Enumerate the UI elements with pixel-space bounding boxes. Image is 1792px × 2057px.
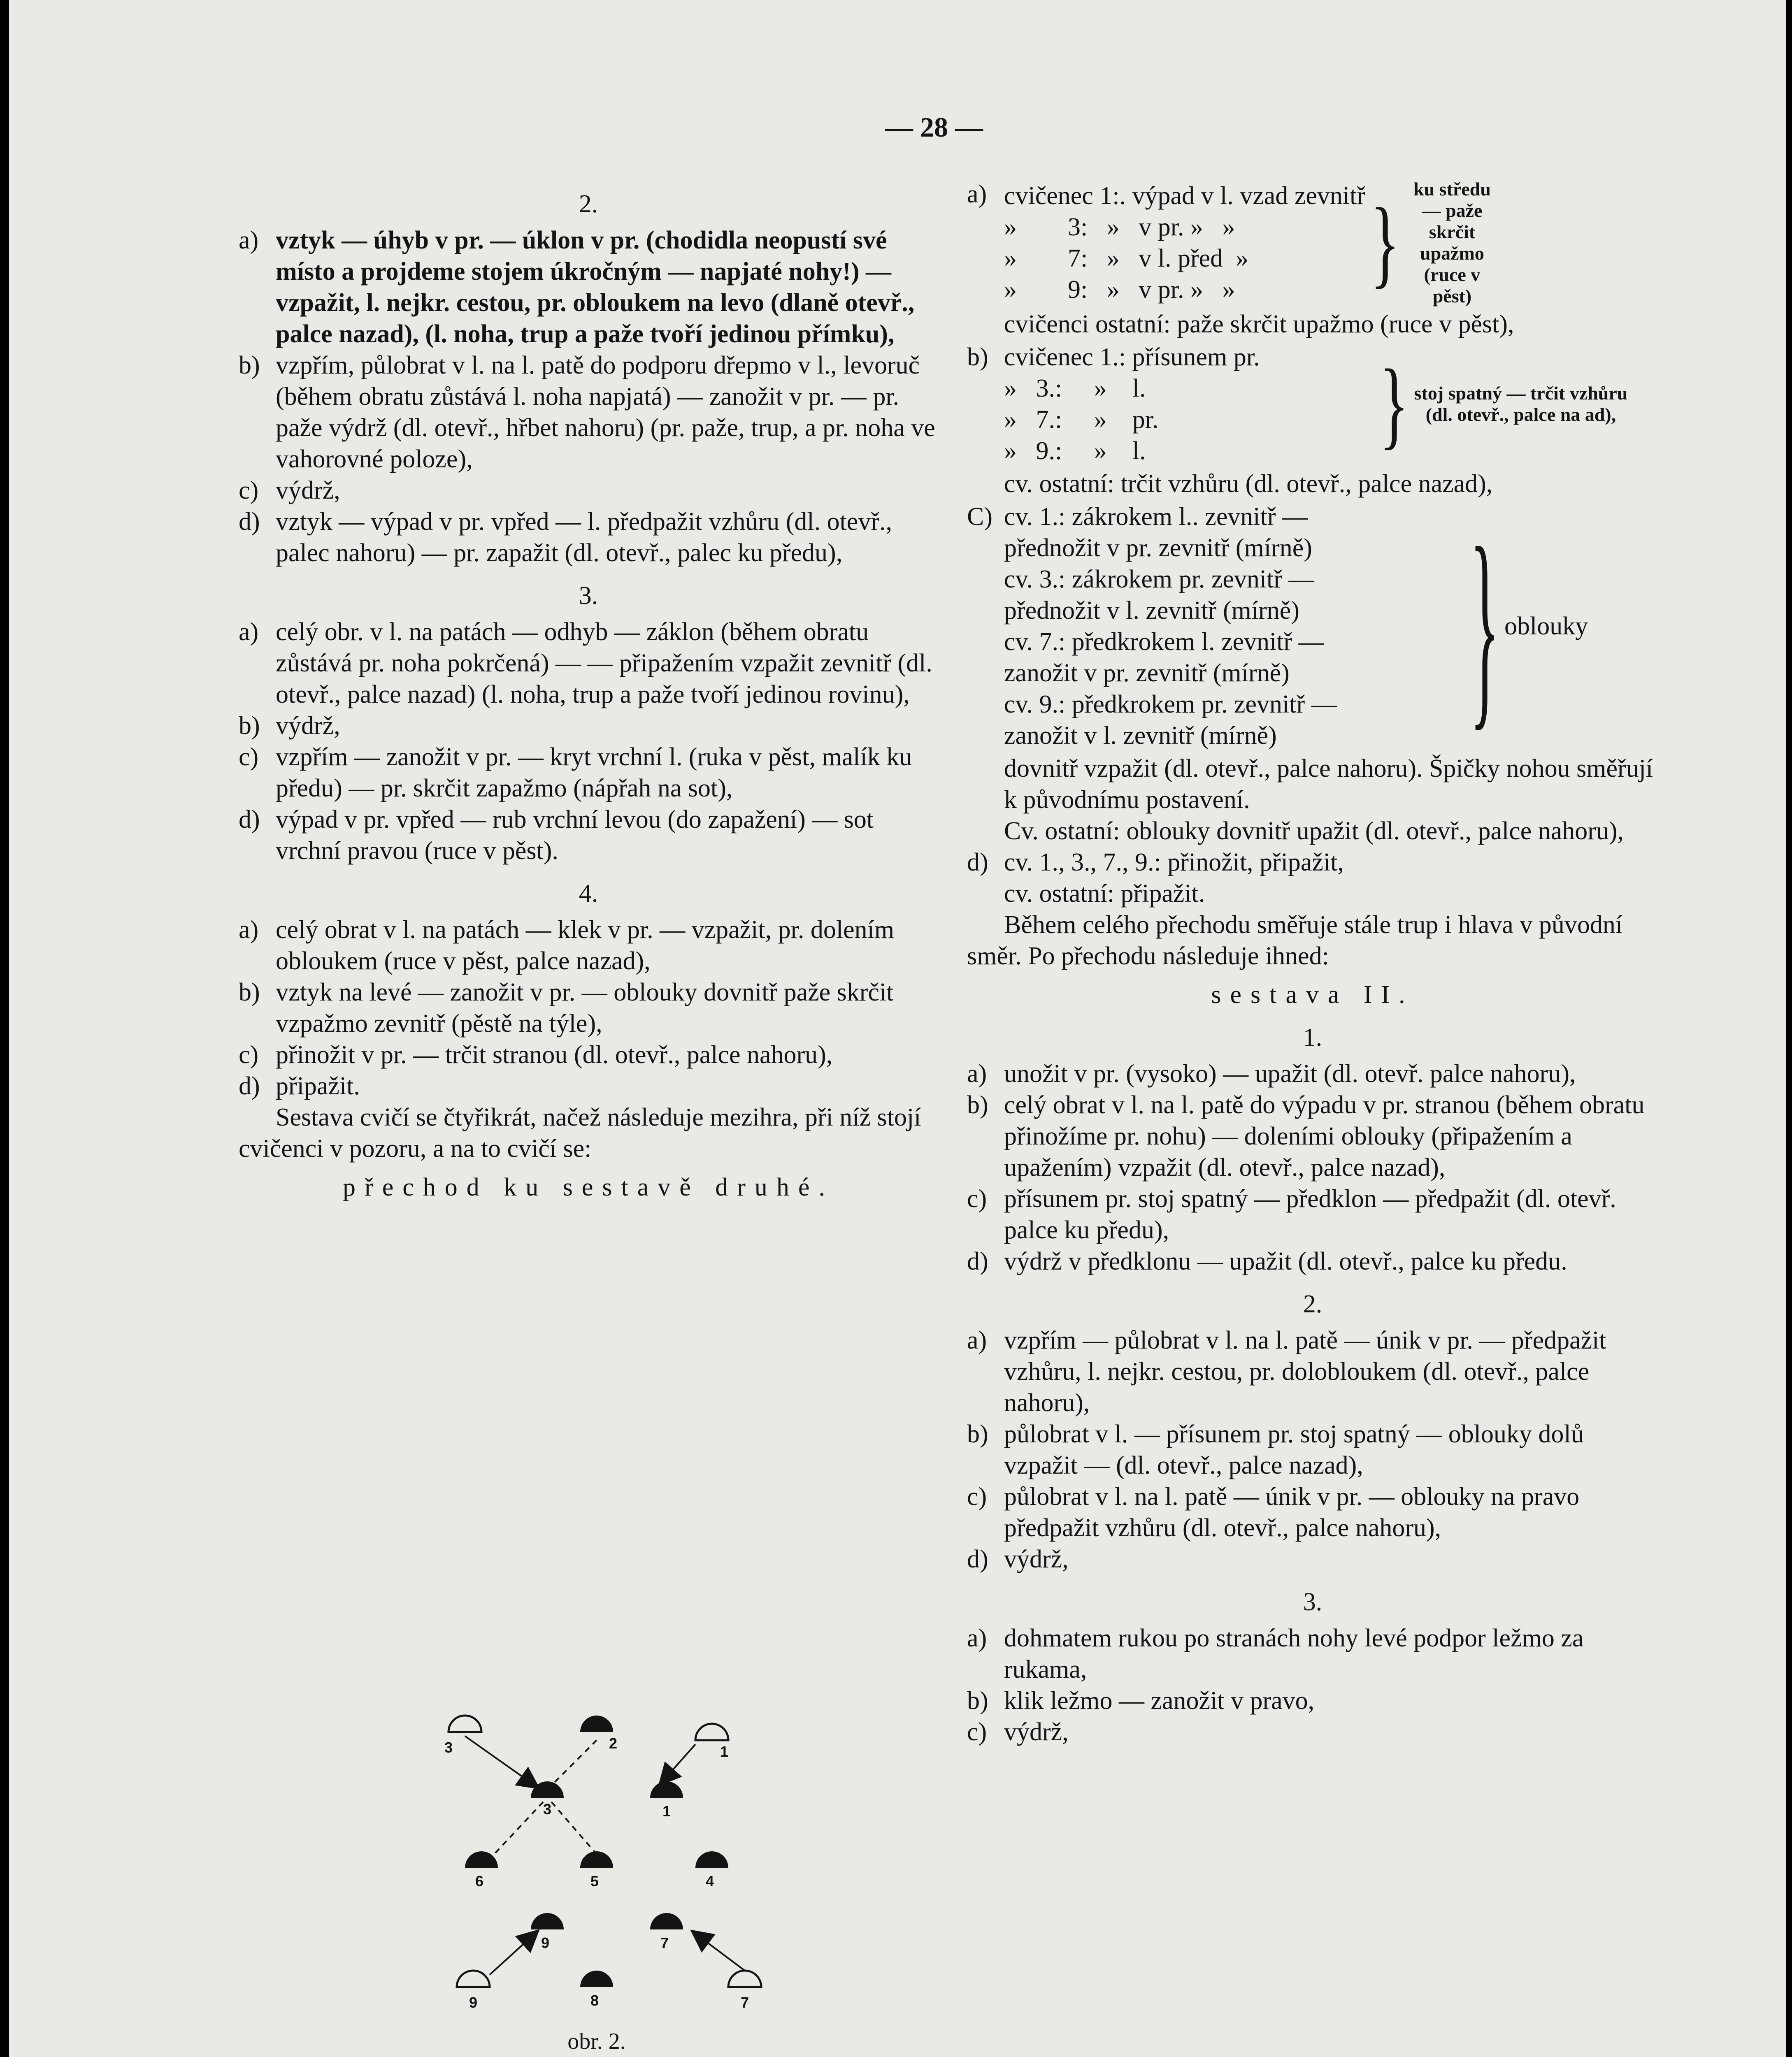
list-item: a) celý obrat v l. na patách — klek v pr. — vzpažit, pr. dolením obloukem (ruce v pěst, palce nazad), bbox=[239, 916, 895, 975]
position-number: 8 bbox=[590, 1992, 599, 2009]
table-row: cv. 1.: zákrokem l.. zevnitř — bbox=[1004, 503, 1308, 531]
list-item: b) klik ležmo — zanožit v pravo, bbox=[967, 1687, 1315, 1715]
list-item: b) vzpřím, půlobrat v l. na l. patě do podporu dřepmo v l., levoruč (během obratu zůstává l. noha napjatá) — zanožit v pr. — pr. paže výdrž (dl. otevř., hřbet nahoru) (pr. paže, trup, a pr. noha ve vahorovné poloze), bbox=[239, 351, 935, 473]
list-item: b) vztyk na levé — zanožit v pr. — oblouky dovnitř paže skrčit vzpažmo zevnitř (pěstě na týle), bbox=[239, 978, 894, 1038]
transition-heading: přechod ku sestavě druhé. bbox=[343, 1173, 834, 1201]
arrow-path bbox=[662, 1744, 695, 1781]
table-row: zanožit v l. zevnitř (mírně) bbox=[1004, 722, 1277, 750]
section-heading-2: 2. bbox=[579, 190, 598, 218]
brace-note: ku středu — paže skrčit upažmo (ruce v pěst) bbox=[1413, 179, 1491, 306]
position-number: 2 bbox=[609, 1735, 618, 1752]
position-marker bbox=[580, 1971, 613, 1987]
list-item: d) výdrž, bbox=[967, 1545, 1069, 1573]
table-row: » 9: » v pr. » » bbox=[1004, 276, 1235, 304]
position-marker bbox=[531, 1781, 564, 1798]
section-heading-3: 3. bbox=[1303, 1588, 1323, 1616]
figure-caption: obr. 2. bbox=[567, 2029, 626, 2054]
arrow-path bbox=[695, 1934, 745, 1971]
table-row: » 7: » v l. před » bbox=[1004, 244, 1249, 272]
paragraph: cv. ostatní: trčit vzhůru (dl. otevř., palce nazad), bbox=[1004, 470, 1493, 498]
position-number: 4 bbox=[706, 1873, 714, 1890]
table-row: » 9.: » l. bbox=[1004, 437, 1146, 465]
table-row: přednožit v l. zevnitř (mírně) bbox=[1004, 597, 1299, 625]
paragraph: cvičenci ostatní: paže skrčit upažmo (ruce v pěst), bbox=[1004, 310, 1514, 338]
table-row: cv. 3.: zákrokem pr. zevnitř — bbox=[1004, 565, 1314, 593]
position-number: 7 bbox=[741, 1994, 749, 2011]
scan-border-left bbox=[0, 0, 9, 2057]
list-item: d) výdrž v předklonu — upažit (dl. otevř., palce ku předu. bbox=[967, 1247, 1567, 1275]
list-item: c) výdrž, bbox=[967, 1718, 1069, 1746]
position-number: 3 bbox=[444, 1739, 453, 1756]
arrow-path bbox=[490, 1934, 535, 1975]
section-heading-4: 4. bbox=[579, 880, 598, 908]
list-item: b) celý obrat v l. na l. patě do výpadu v pr. stranou (během obratu přinožíme pr. nohu) — doleními oblouky (připažením a upažením) vzpažit (dl. otevř., palce nazad), bbox=[967, 1091, 1645, 1182]
position-number: 9 bbox=[541, 1934, 550, 1951]
list-item: b) výdrž, bbox=[239, 712, 340, 740]
section-4-list bbox=[239, 914, 938, 1102]
paragraph: Během celého přechodu směřuje stále trup i hlava v původní směr. Po přechodu následuje ihned: bbox=[967, 911, 1623, 970]
position-number: 1 bbox=[662, 1803, 671, 1820]
closing-paragraph: Sestava cvičí se čtyřikrát, načež následuje mezihra, při níž stojí cvičenci v pozoru, a na to cvičí se: bbox=[239, 1103, 921, 1163]
list-item: a) unožit v pr. (vysoko) — upažit (dl. otevř. palce nahoru), bbox=[967, 1060, 1576, 1088]
scan-border-right bbox=[1786, 0, 1792, 2057]
position-number: 7 bbox=[660, 1934, 669, 1951]
position-open-marker bbox=[449, 1716, 481, 1732]
list-item: c) přinožit v pr. — trčit stranou (dl. otevř., palce nahoru), bbox=[239, 1041, 833, 1069]
list-item: a) vztyk — úhyb v pr. — úklon v pr. (chodidla neopustí své místo a projdeme stojem úkročným — napjaté nohy!) — vzpažit, l. nejkr. cestou, pr. obloukem na levo (dlaně otevř., palce nazad), (l. noha, trup a paže tvoří jedinou přímku), bbox=[239, 226, 915, 348]
list-item: a) dohmatem rukou po stranách nohy levé podpor ležmo za rukama, bbox=[967, 1624, 1584, 1683]
list-item: d) vztyk — výpad v pr. vpřed — l. předpažit vzhůru (dl. otevř., palec nahoru) — pr. zapažit (dl. otevř., palec ku předu), bbox=[239, 508, 892, 567]
position-marker bbox=[580, 1851, 613, 1868]
table-row: cv. 9.: předkrokem pr. zevnitř — bbox=[1004, 690, 1337, 718]
section-heading-1: 1. bbox=[1303, 1024, 1323, 1052]
section-2-list bbox=[239, 225, 938, 569]
section-3-list bbox=[239, 616, 938, 866]
brace: } bbox=[1379, 349, 1409, 459]
paragraph: dovnitř vzpažit (dl. otevř., palce nahoru). Špičky nohou směřují k původnímu postavení. bbox=[1004, 755, 1653, 814]
position-marker bbox=[531, 1913, 564, 1929]
position-marker bbox=[580, 1716, 613, 1732]
paragraph: Cv. ostatní: oblouky dovnitř upažit (dl. otevř., palce nahoru), bbox=[1004, 817, 1624, 845]
position-open-marker bbox=[728, 1971, 761, 1987]
list-item: d) připažit. bbox=[239, 1072, 360, 1100]
table-row: cvičenec 1.: přísunem pr. bbox=[1004, 343, 1260, 371]
arrow-path bbox=[465, 1736, 535, 1785]
section-heading-3: 3. bbox=[579, 582, 598, 610]
group-b: b) cvičenec 1.: přísunem pr. » 3.: » l. » 7.: » pr. » 9.: » l. } stoj spatný — trčit vzhůru (dl. otevř., palce na ad), bbox=[967, 341, 1658, 467]
brace: } bbox=[1470, 503, 1499, 749]
list-item: d) výpad v pr. vpřed — rub vrchní levou (do zapažení) — sot vrchní pravou (ruce v pěst). bbox=[239, 806, 874, 865]
position-marker bbox=[650, 1781, 683, 1798]
brace: } bbox=[1370, 188, 1400, 297]
list-item: d) cv. 1., 3., 7., 9.: přinožit, připažit, bbox=[967, 848, 1344, 876]
table-row: přednožit v pr. zevnitř (mírně) bbox=[1004, 534, 1312, 562]
page-number: — 28 — bbox=[885, 111, 983, 143]
brace-note: oblouky bbox=[1504, 612, 1588, 640]
list-item: c) vzpřím — zanožit v pr. — kryt vrchní l. (ruka v pěst, malík ku předu) — pr. skrčit zapažmo (nápřah na sot), bbox=[239, 743, 912, 802]
position-marker bbox=[695, 1851, 728, 1868]
position-number: 1 bbox=[720, 1743, 729, 1760]
list-item: b) půlobrat v l. — přísunem pr. stoj spatný — oblouky dolů vzpažit — (dl. otevř., palce nazad), bbox=[967, 1420, 1584, 1479]
paragraph: cv. ostatní: připažit. bbox=[1004, 880, 1205, 908]
right-column bbox=[967, 177, 1658, 1748]
list-item: c) půlobrat v l. na l. patě — únik v pr. — oblouky na pravo předpažit vzhůru (dl. otevř., palce nahoru), bbox=[967, 1483, 1580, 1542]
position-number: 5 bbox=[590, 1873, 599, 1890]
position-number: 6 bbox=[475, 1873, 484, 1890]
table-row: cvičenec 1:. výpad v l. vzad zevnitř bbox=[1004, 182, 1365, 210]
table-row: zanožit v pr. zevnitř (mírně) bbox=[1004, 659, 1290, 687]
table-row: » 3.: » l. bbox=[1004, 374, 1146, 402]
position-open-marker bbox=[457, 1971, 490, 1987]
position-open-marker bbox=[695, 1724, 728, 1740]
list-item: a) vzpřím — půlobrat v l. na l. patě — únik v pr. — předpažit vzhůru, l. nejkr. cestou, pr. dolobloukem (dl. otevř., palce nahoru), bbox=[967, 1326, 1606, 1417]
table-row: cv. 7.: předkrokem l. zevnitř — bbox=[1004, 628, 1324, 656]
list-item: c) výdrž, bbox=[239, 476, 340, 504]
list-item: a) celý obr. v l. na patách — odhyb — záklon (během obratu zůstává pr. noha pokrčená) — — připažením vzpažit zevnitř (dl. otevř., palce nazad) (l. noha, trup a paže tvoří jedinou rovinu), bbox=[239, 618, 932, 708]
position-marker bbox=[650, 1913, 683, 1929]
position-number: 3 bbox=[543, 1801, 552, 1818]
table-row: » 7.: » pr. bbox=[1004, 406, 1159, 434]
section-heading-2: 2. bbox=[1303, 1290, 1323, 1318]
table-row: » 3: » v pr. » » bbox=[1004, 213, 1235, 241]
list-item: c) přísunem pr. stoj spatný — předklon — předpažit (dl. otevř. palce ku předu), bbox=[967, 1185, 1616, 1244]
left-column bbox=[239, 177, 938, 1210]
sestava-heading: sestava II. bbox=[1211, 981, 1414, 1009]
position-number: 9 bbox=[469, 1994, 478, 2011]
position-marker bbox=[465, 1851, 498, 1868]
group-c: C) cv. 1.: zákrokem l.. zevnitř — přednožit v pr. zevnitř (mírně) cv. 3.: zákrokem pr. zevnitř — přednožit v l. zevnitř (mírně) cv. 7.: předkrokem l. zevnitř — zanožit v pr. zevnitř (mírně) cv. 9.: předkrokem pr. zevnitř — zanožit v l. zevnitř (mírně) } oblouky bbox=[967, 501, 1658, 751]
brace-note: stoj spatný — trčit vzhůru (dl. otevř., palce na ad), bbox=[1414, 383, 1628, 425]
formation-diagram bbox=[432, 1703, 794, 2016]
dashed-path bbox=[547, 1740, 597, 1790]
group-a: a) cvičenec 1:. výpad v l. vzad zevnitř » 3: » v pr. » » » 7: » v l. před » » 9: » v pr. » » } ku středu — paže skrčit upažmo (ruce v pěst) bbox=[967, 179, 1658, 307]
